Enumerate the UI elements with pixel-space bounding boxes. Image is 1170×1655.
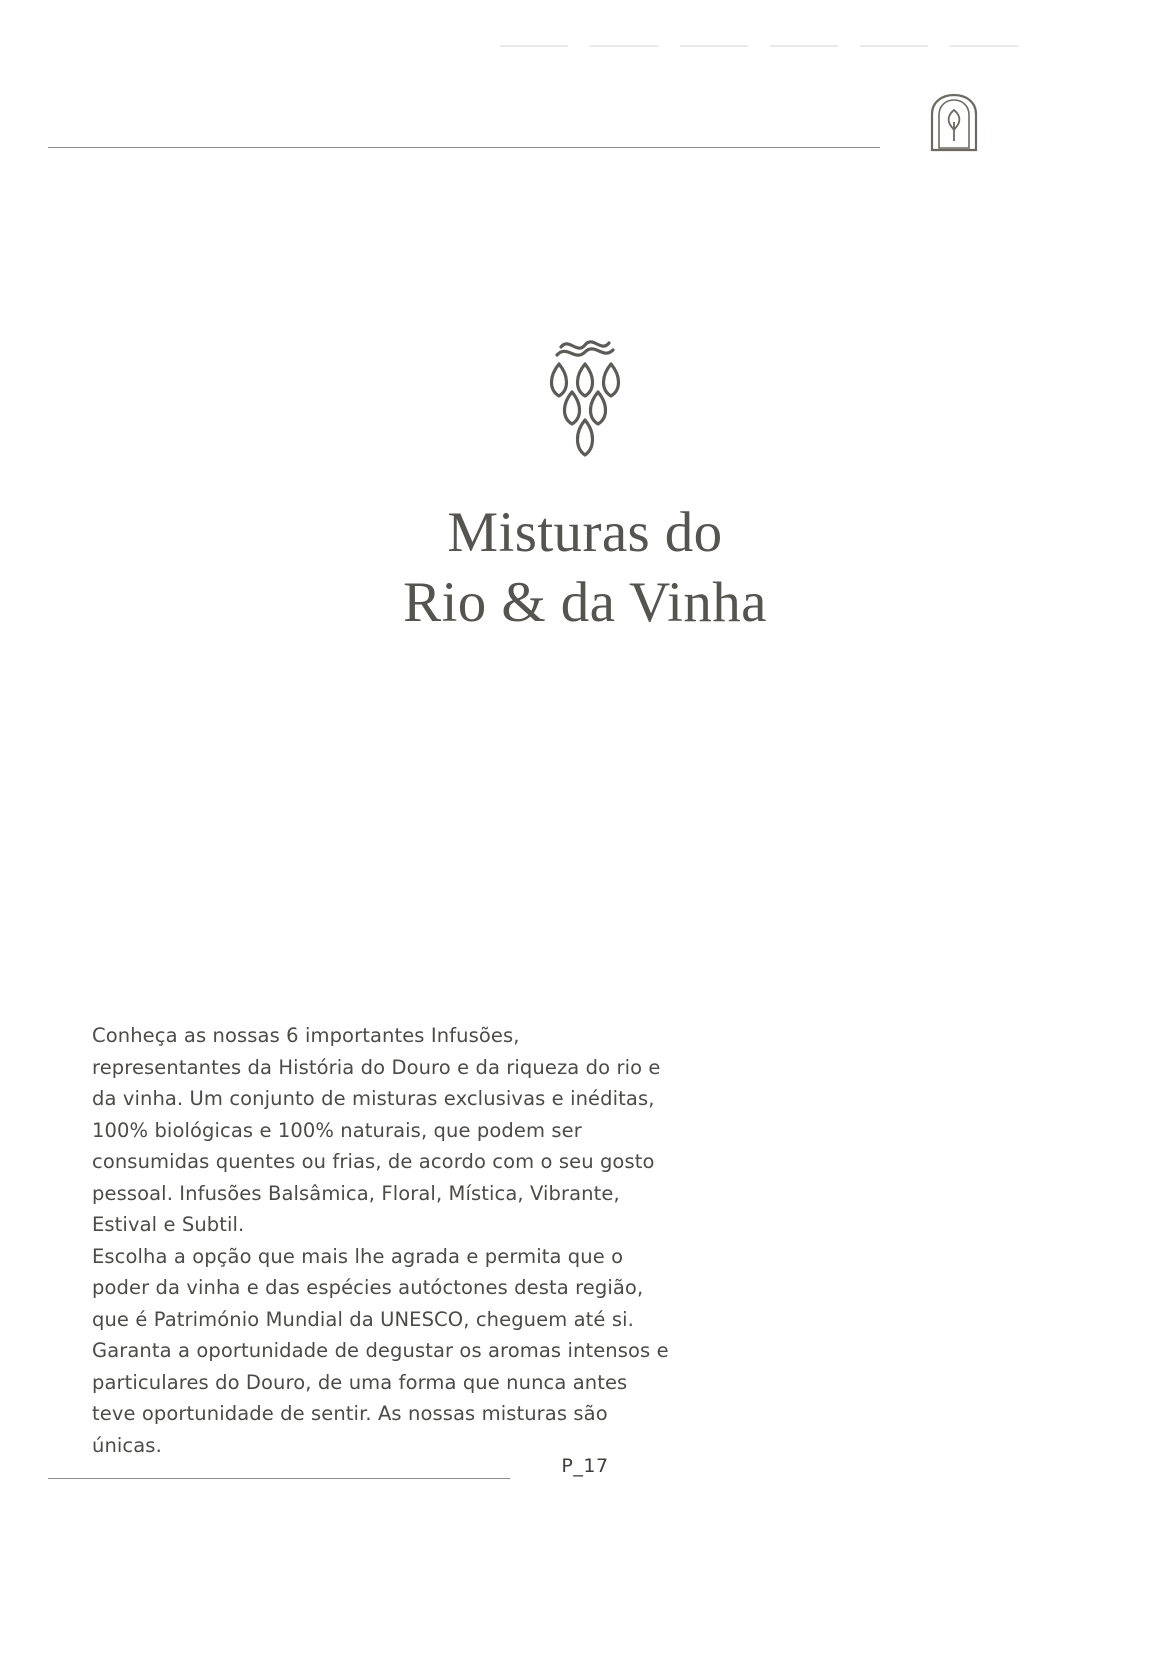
page-title-line-1: Misturas do <box>447 501 723 564</box>
footer-divider <box>48 1478 510 1479</box>
hero-block <box>0 330 1170 637</box>
body-copy <box>92 1020 672 1461</box>
grape-cluster-icon <box>531 330 639 470</box>
page-number: P_17 <box>561 1455 609 1477</box>
print-trim-marks <box>0 0 1170 56</box>
page-title-line-2: Rio & da Vinha <box>403 570 767 634</box>
body-paragraph-1: Conheça as nossas 6 importantes Infusões, representantes da História do Douro e da riqueza do rio e da vinha. Um conjunto de misturas exclusivas e inéditas, 100% biológicas e 100% naturais, que podem ser consumidas quentes ou frias, de acordo com o seu gosto pessoal. Infusões Balsâmica, Floral, Mística, Vibrante, Estival e Subtil. <box>92 1024 661 1236</box>
header-divider <box>48 147 880 148</box>
body-paragraph-2: Escolha a opção que mais lhe agrada e permita que o poder da vinha e das espécies autóctones desta região, que é Património Mundial da UNESCO, cheguem até si. Garanta a oportunidade de degustar os aromas intensos e particulares do Douro, de uma forma que nunca antes teve oportunidade de sentir. As nossas misturas são únicas. <box>92 1244 669 1457</box>
page-title <box>0 498 1170 637</box>
arch-monogram-icon <box>924 92 984 154</box>
